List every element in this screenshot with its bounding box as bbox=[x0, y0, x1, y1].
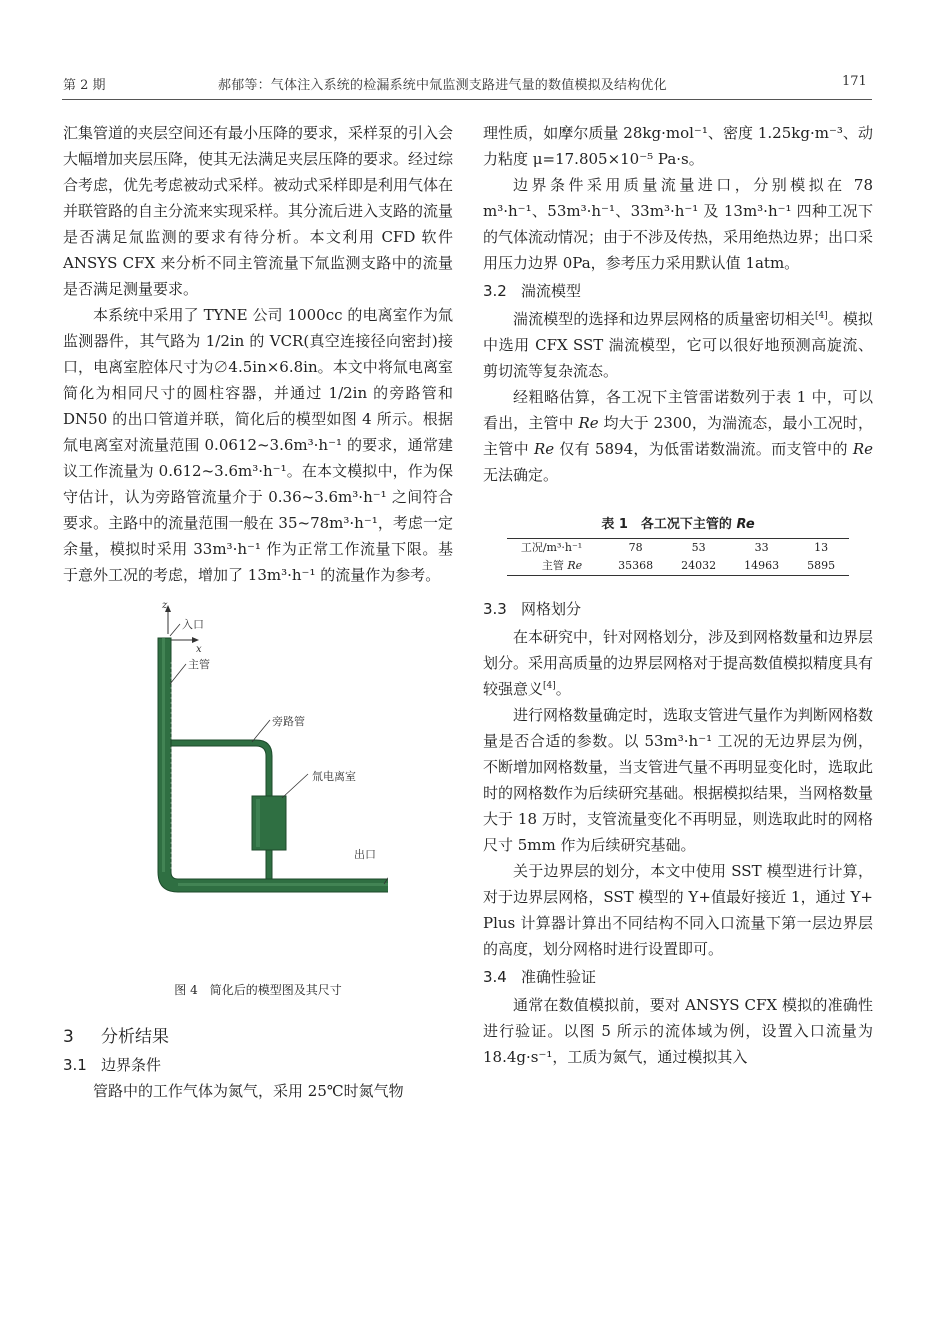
chamber-return-pipe bbox=[266, 850, 272, 879]
table-cell: 5895 bbox=[793, 557, 849, 576]
paragraph-validation: 通常在数值模拟前，要对 ANSYS CFX 模拟的准确性进行验证。以图 5 所示的流体域为例，设置入口流量为 18.4g·s⁻¹，工质为氮气，通过模拟其入 bbox=[483, 996, 873, 1066]
re-symbol: Re bbox=[578, 414, 599, 432]
paragraph-gas-properties: 理性质，如摩尔质量 28kg·mol⁻¹、密度 1.25kg·m⁻³、动力粘度 μ=17.805×10⁻⁵ Pa·s。 bbox=[483, 124, 873, 168]
bypass-pipe bbox=[171, 740, 272, 798]
main-pipe-label: 主管 bbox=[188, 658, 210, 671]
meshing-text: 在本研究中，针对网格划分，涉及到网格数量和边界层划分。采用高质量的边界层网格对于提高数值模拟精度具有较强意义 bbox=[483, 628, 874, 698]
paragraph-sampling: 汇集管道的夹层空间还有最小压降的要求，采样泵的引入会大幅增加夹层压降，使其无法满足夹层压降的要求。经过综合考虑，优先考虑被动式采样。被动式采样即是利用气体在并联管路的自主分流来实现采样。其分流后进入支路的流量是否满足氚监测的要求有待分析。本文利用 CFD 软件 ANSYS CFX 来分析不同主管流量下氚监测支路中的流量是否满足测量要求。 bbox=[63, 124, 454, 298]
figure-4 bbox=[63, 602, 453, 972]
reynolds-text-3: 仅有 5894，为低雷诺数湍流。而支管中的 bbox=[554, 440, 853, 458]
ion-chamber-highlight bbox=[256, 799, 260, 847]
journal-issue: 第 2 期 bbox=[63, 78, 106, 93]
main-pipe-leader bbox=[170, 664, 186, 684]
section-3-2-heading bbox=[483, 276, 873, 306]
section-3-4-number: 3.4 bbox=[483, 968, 507, 986]
paragraph-working-gas: 管路中的工作气体为氮气，采用 25℃时氮气物 bbox=[93, 1082, 404, 1100]
section-3-4-title: 准确性验证 bbox=[521, 968, 597, 986]
section-3-number: 3 bbox=[63, 1027, 74, 1047]
z-axis-label: z bbox=[162, 602, 168, 611]
x-axis-label: x bbox=[196, 644, 202, 655]
table-cell: 13 bbox=[793, 539, 849, 558]
paragraph-mesh-count: 进行网格数量确定时，选取支管进气量作为判断网格数量是否合适的参数。以 53m³·h⁻¹ 工况的无边界层为例，不断增加网格数量，当支管进气量不再明显变化时，选取此时的网格数作为后续研究基础。根据模拟结果，当网格数量大于 18 万时，支管流量变化不再明显，则选取此时的网格尺寸 5mm 作为后续研究基础。 bbox=[483, 706, 874, 854]
paragraph-ion-chamber: 本系统中采用了 TYNE 公司 1000cc 的电离室作为氚监测器件，其气路为 1/2in 的 VCR(真空连接径向密封)接口，电离室腔体尺寸为∅4.5in×6.8in。本文中将氚电离室简化为相同尺寸的圆柱容器，并通过 1/2in 的旁路管和 DN50 的出口管道并联，简化后的模型如图 4 所示。根据氚电离室对流量范围 0.0612~3.6m³·h⁻¹ 的要求，通常建议工作流量为 0.612~3.6m³·h⁻¹。在本文模拟中，作为保守估计，认为旁路管流量介于 0.36~3.6m³·h⁻¹ 之间符合要求。主路中的流量范围一般在 35~78m³·h⁻¹，考虑一定余量，模拟时采用 33m³·h⁻¹ 作为正常工作流量下限。基于意外工况的考虑，增加了 13m³·h⁻¹ 的流量作为参考。 bbox=[63, 306, 453, 584]
section-3-1-heading bbox=[63, 1052, 453, 1078]
chamber-leader bbox=[282, 774, 308, 798]
inlet-label: 入口 bbox=[182, 618, 204, 631]
x-arrow-icon bbox=[192, 637, 199, 643]
section-3-3-title: 网格划分 bbox=[521, 600, 582, 618]
inlet-leader bbox=[170, 624, 180, 636]
table-1-caption-symbol: Re bbox=[736, 517, 755, 532]
paragraph-meshing bbox=[483, 624, 873, 702]
section-3-title: 分析结果 bbox=[101, 1027, 169, 1047]
table-row bbox=[507, 557, 849, 576]
table-cell-label: 工况/m³·h⁻¹ bbox=[507, 539, 604, 558]
main-pipe-highlight bbox=[162, 638, 165, 872]
chamber-label: 氚电离室 bbox=[312, 770, 356, 783]
table-cell: 78 bbox=[604, 539, 667, 558]
outlet-label: 出口 bbox=[354, 848, 376, 861]
reynolds-text-1: 经粗略估算，各工况下主管雷诺数列于表 1 中，可以看出，主管中 bbox=[483, 388, 873, 432]
running-title: 郝郁等：气体注入系统的检漏系统中氚监测支路进气量的数值模拟及结构优化 bbox=[218, 78, 667, 93]
table-cell: 53 bbox=[667, 539, 730, 558]
section-3-3-heading bbox=[483, 594, 873, 624]
reynolds-text-2: 均大于 2300，为湍流态，最小工况时，主管中 bbox=[483, 414, 873, 458]
table-1-caption bbox=[483, 514, 873, 536]
table-cell: 14963 bbox=[730, 557, 793, 576]
left-column bbox=[63, 120, 453, 1104]
turbulence-text: 湍流模型的选择和边界层网格的质量密切相关 bbox=[513, 310, 815, 328]
section-3-4-heading bbox=[483, 962, 873, 992]
table-cell-label bbox=[507, 557, 604, 576]
paragraph-turbulence-model bbox=[483, 306, 873, 384]
section-3-1-number: 3.1 bbox=[63, 1056, 87, 1074]
table-1-caption-text: 表 1 各工况下主管的 bbox=[601, 517, 737, 532]
section-3-1-title: 边界条件 bbox=[101, 1056, 162, 1074]
section-3-3-number: 3.3 bbox=[483, 600, 507, 618]
re-symbol: Re bbox=[534, 440, 555, 458]
paragraph-reynolds bbox=[483, 384, 873, 488]
reynolds-text-4: 无法确定。 bbox=[483, 466, 559, 484]
table-row bbox=[507, 539, 849, 558]
right-column bbox=[483, 120, 873, 1070]
table-cell: 33 bbox=[730, 539, 793, 558]
citation-4: [4] bbox=[814, 311, 828, 321]
page-number: 171 bbox=[842, 74, 867, 89]
table-cell: 24032 bbox=[667, 557, 730, 576]
turbulence-text-tail: 。模拟中选用 CFX SST 湍流模型，它可以很好地预测高旋流、剪切流等复杂流态。 bbox=[483, 310, 873, 380]
table-label-symbol: Re bbox=[567, 559, 583, 572]
meshing-text-tail: 。 bbox=[555, 680, 571, 698]
pipe-model-diagram bbox=[148, 602, 388, 972]
re-symbol: Re bbox=[852, 440, 873, 458]
paragraph-boundary-conditions: 边界条件采用质量流量进口，分别模拟在 78 m³·h⁻¹、53m³·h⁻¹、33m³·h⁻¹ 及 13m³·h⁻¹ 四种工况下的气体流动情况；由于不涉及传热，采用绝热边界；出口采用压力边界 0Pa，参考压力采用默认值 1atm。 bbox=[483, 176, 874, 272]
section-3-2-number: 3.2 bbox=[483, 282, 507, 300]
table-label-text: 主管 bbox=[541, 559, 568, 572]
section-3-2-title: 湍流模型 bbox=[521, 282, 582, 300]
table-cell: 35368 bbox=[604, 557, 667, 576]
bypass-leader bbox=[252, 720, 270, 742]
paragraph-boundary-layer: 关于边界层的划分，本文中使用 SST 模型进行计算，对于边界层网格，SST 模型的 Y+值最好接近 1，通过 Y+ Plus 计算器计算出不同结构不同入口流量下第一层边界层的高度，划分网格时进行设置即可。 bbox=[483, 862, 873, 958]
outlet-pipe-highlight bbox=[178, 883, 388, 886]
bypass-label: 旁路管 bbox=[272, 715, 305, 728]
citation-4: [4] bbox=[543, 681, 556, 691]
header-rule bbox=[62, 99, 872, 100]
figure-4-caption: 图 4 简化后的模型图及其尺寸 bbox=[174, 983, 342, 997]
table-1 bbox=[507, 538, 849, 576]
section-3-heading bbox=[63, 1022, 453, 1052]
